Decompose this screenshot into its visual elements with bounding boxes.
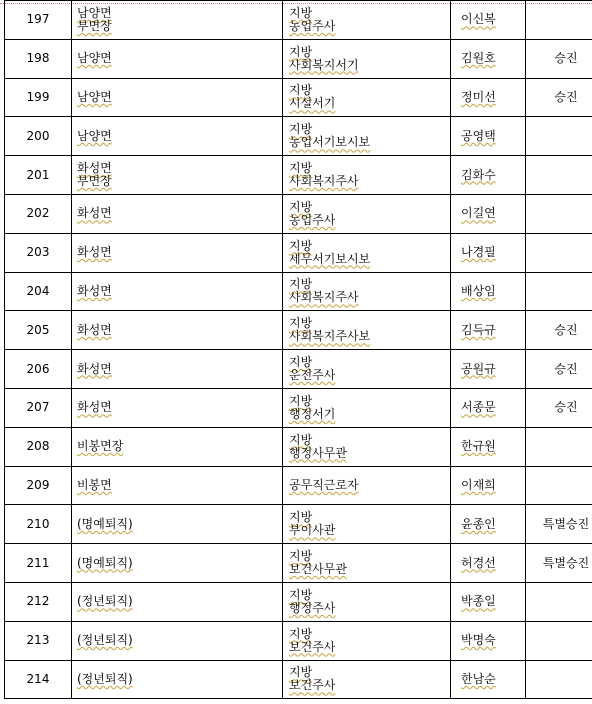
table-row <box>5 233 592 272</box>
department-cell <box>72 621 283 660</box>
person-name: 이신복 <box>461 12 496 27</box>
position-line: 부이사관 <box>289 523 336 538</box>
position-line: 지방 <box>289 432 313 447</box>
remark-cell: 특별승진 <box>526 505 592 544</box>
row-number-cell: 214 <box>5 660 72 699</box>
remark-cell <box>526 117 592 156</box>
department-line: 화성면 <box>77 400 112 415</box>
row-number-cell: 200 <box>5 117 72 156</box>
remark-cell <box>526 582 592 621</box>
person-name: 한남순 <box>461 671 496 686</box>
remark-cell <box>526 427 592 466</box>
position-line: 공무직근로자 <box>289 477 359 492</box>
position-line: 사회복지주사 <box>289 174 359 189</box>
personnel-table <box>4 0 592 699</box>
position-cell <box>283 388 451 427</box>
person-name-cell <box>451 466 526 505</box>
department-cell <box>72 582 283 621</box>
person-name: 이길연 <box>461 206 496 221</box>
table-row <box>5 660 592 699</box>
position-line: 지방 <box>289 316 313 331</box>
person-name: 김원호 <box>461 51 496 66</box>
position-line: 행정사무관 <box>289 445 347 460</box>
position-line: 지방 <box>289 587 313 602</box>
person-name: 윤종인 <box>461 516 496 531</box>
department-cell <box>72 466 283 505</box>
table-row <box>5 388 592 427</box>
department-cell <box>72 117 283 156</box>
position-cell <box>283 466 451 505</box>
row-number-cell: 206 <box>5 350 72 389</box>
position-line: 지방 <box>289 44 313 59</box>
person-name: 공원규 <box>461 361 496 376</box>
department-line: 비봉면장 <box>77 439 124 454</box>
person-name: 서종문 <box>461 400 496 415</box>
department-line: (정년퇴직) <box>77 671 133 686</box>
department-line: 화성면 <box>77 322 112 337</box>
table-row <box>5 39 592 78</box>
department-cell <box>72 1 283 40</box>
remark-cell: 승진 <box>526 311 592 350</box>
table-row <box>5 1 592 40</box>
position-line: 보건주사 <box>289 678 336 693</box>
remark-cell <box>526 1 592 40</box>
person-name-cell <box>451 311 526 350</box>
position-line: 지방 <box>289 626 313 641</box>
department-line: 남양면 <box>77 89 112 104</box>
department-line: 부면장 <box>77 174 112 189</box>
row-number-cell: 197 <box>5 1 72 40</box>
position-cell <box>283 78 451 117</box>
department-line: 화성면 <box>77 206 112 221</box>
position-line: 지방 <box>289 122 313 137</box>
person-name-cell <box>451 505 526 544</box>
person-name-cell <box>451 39 526 78</box>
table-row <box>5 117 592 156</box>
table-row <box>5 544 592 583</box>
position-cell <box>283 427 451 466</box>
remark-cell <box>526 233 592 272</box>
position-line: 농업서기보시보 <box>289 135 371 150</box>
remark-cell: 승진 <box>526 388 592 427</box>
position-line: 지방 <box>289 5 313 20</box>
department-line: 화성면 <box>77 283 112 298</box>
row-number-cell: 209 <box>5 466 72 505</box>
position-line: 농업주사 <box>289 212 336 227</box>
department-line: 남양면 <box>77 128 112 143</box>
table-row <box>5 582 592 621</box>
table-row <box>5 350 592 389</box>
person-name-cell <box>451 117 526 156</box>
person-name-cell <box>451 194 526 233</box>
position-line: 보건사무관 <box>289 562 347 577</box>
remark-cell: 특별승진 <box>526 544 592 583</box>
position-line: 행정서기 <box>289 406 336 421</box>
position-line: 운전주사 <box>289 368 336 383</box>
position-line: 사회복지주사보 <box>289 329 371 344</box>
row-number-cell: 213 <box>5 621 72 660</box>
position-line: 사회복지서기 <box>289 57 359 72</box>
row-number-cell: 212 <box>5 582 72 621</box>
position-line: 시설서기 <box>289 96 336 111</box>
position-line: 사회복지주사 <box>289 290 359 305</box>
department-line: (정년퇴직) <box>77 633 133 648</box>
position-cell <box>283 233 451 272</box>
person-name: 박종일 <box>461 594 496 609</box>
table-row <box>5 194 592 233</box>
position-cell <box>283 350 451 389</box>
person-name: 허경선 <box>461 555 496 570</box>
department-cell <box>72 233 283 272</box>
person-name-cell <box>451 388 526 427</box>
person-name: 공영택 <box>461 128 496 143</box>
remark-cell <box>526 466 592 505</box>
department-line: 화성면 <box>77 161 112 176</box>
position-cell <box>283 194 451 233</box>
department-line: 화성면 <box>77 361 112 376</box>
person-name-cell <box>451 1 526 40</box>
person-name-cell <box>451 78 526 117</box>
row-number-cell: 207 <box>5 388 72 427</box>
remark-cell: 승진 <box>526 350 592 389</box>
position-line: 세무서기보시보 <box>289 251 371 266</box>
remark-cell <box>526 621 592 660</box>
person-name: 김득규 <box>461 322 496 337</box>
position-cell <box>283 39 451 78</box>
position-line: 지방 <box>289 199 313 214</box>
department-cell <box>72 194 283 233</box>
position-cell <box>283 156 451 195</box>
position-line: 지방 <box>289 355 313 370</box>
department-cell <box>72 544 283 583</box>
row-number-cell: 203 <box>5 233 72 272</box>
person-name-cell <box>451 272 526 311</box>
table-row <box>5 621 592 660</box>
position-line: 지방 <box>289 665 313 680</box>
department-cell <box>72 156 283 195</box>
position-cell <box>283 505 451 544</box>
position-line: 지방 <box>289 510 313 525</box>
person-name: 정미선 <box>461 89 496 104</box>
department-cell <box>72 388 283 427</box>
department-line: (정년퇴직) <box>77 594 133 609</box>
position-line: 지방 <box>289 393 313 408</box>
position-cell <box>283 582 451 621</box>
person-name: 이재희 <box>461 477 496 492</box>
row-number-cell: 208 <box>5 427 72 466</box>
person-name: 한규원 <box>461 439 496 454</box>
department-cell <box>72 272 283 311</box>
remark-cell: 승진 <box>526 78 592 117</box>
remark-cell: 승진 <box>526 39 592 78</box>
department-cell <box>72 350 283 389</box>
position-line: 농업주사 <box>289 18 336 33</box>
person-name-cell <box>451 621 526 660</box>
table-row <box>5 311 592 350</box>
row-number-cell: 198 <box>5 39 72 78</box>
department-cell <box>72 427 283 466</box>
person-name-cell <box>451 660 526 699</box>
department-cell <box>72 660 283 699</box>
department-cell <box>72 311 283 350</box>
department-line: 남양면 <box>77 5 112 20</box>
person-name: 박명숙 <box>461 633 496 648</box>
department-line: (명예퇴직) <box>77 555 133 570</box>
person-name-cell <box>451 544 526 583</box>
position-line: 지방 <box>289 83 313 98</box>
table-row <box>5 466 592 505</box>
position-cell <box>283 272 451 311</box>
row-number-cell: 204 <box>5 272 72 311</box>
table-row <box>5 427 592 466</box>
department-cell <box>72 78 283 117</box>
person-name-cell <box>451 156 526 195</box>
department-cell <box>72 505 283 544</box>
table-row <box>5 272 592 311</box>
position-cell <box>283 1 451 40</box>
position-cell <box>283 117 451 156</box>
department-line: 남양면 <box>77 51 112 66</box>
row-number-cell: 205 <box>5 311 72 350</box>
row-number-cell: 199 <box>5 78 72 117</box>
department-line: 부면장 <box>77 18 112 33</box>
remark-cell <box>526 156 592 195</box>
row-number-cell: 202 <box>5 194 72 233</box>
person-name-cell <box>451 582 526 621</box>
position-line: 보건주사 <box>289 639 336 654</box>
person-name: 김화수 <box>461 167 496 182</box>
department-line: 화성면 <box>77 245 112 260</box>
position-line: 지방 <box>289 238 313 253</box>
position-line: 지방 <box>289 161 313 176</box>
table-row <box>5 156 592 195</box>
person-name-cell <box>451 427 526 466</box>
table-row <box>5 78 592 117</box>
row-number-cell: 211 <box>5 544 72 583</box>
position-cell <box>283 621 451 660</box>
position-cell <box>283 311 451 350</box>
table-row <box>5 505 592 544</box>
row-number-cell: 201 <box>5 156 72 195</box>
person-name: 나경필 <box>461 245 496 260</box>
person-name-cell <box>451 233 526 272</box>
department-line: 비봉면 <box>77 477 112 492</box>
department-cell <box>72 39 283 78</box>
personnel-table-body <box>5 1 592 699</box>
remark-cell <box>526 194 592 233</box>
position-line: 행정주사 <box>289 600 336 615</box>
position-line: 지방 <box>289 549 313 564</box>
person-name-cell <box>451 350 526 389</box>
position-line: 지방 <box>289 277 313 292</box>
person-name: 배상임 <box>461 283 496 298</box>
position-cell <box>283 660 451 699</box>
remark-cell <box>526 660 592 699</box>
row-number-cell: 210 <box>5 505 72 544</box>
remark-cell <box>526 272 592 311</box>
department-line: (명예퇴직) <box>77 516 133 531</box>
position-cell <box>283 544 451 583</box>
